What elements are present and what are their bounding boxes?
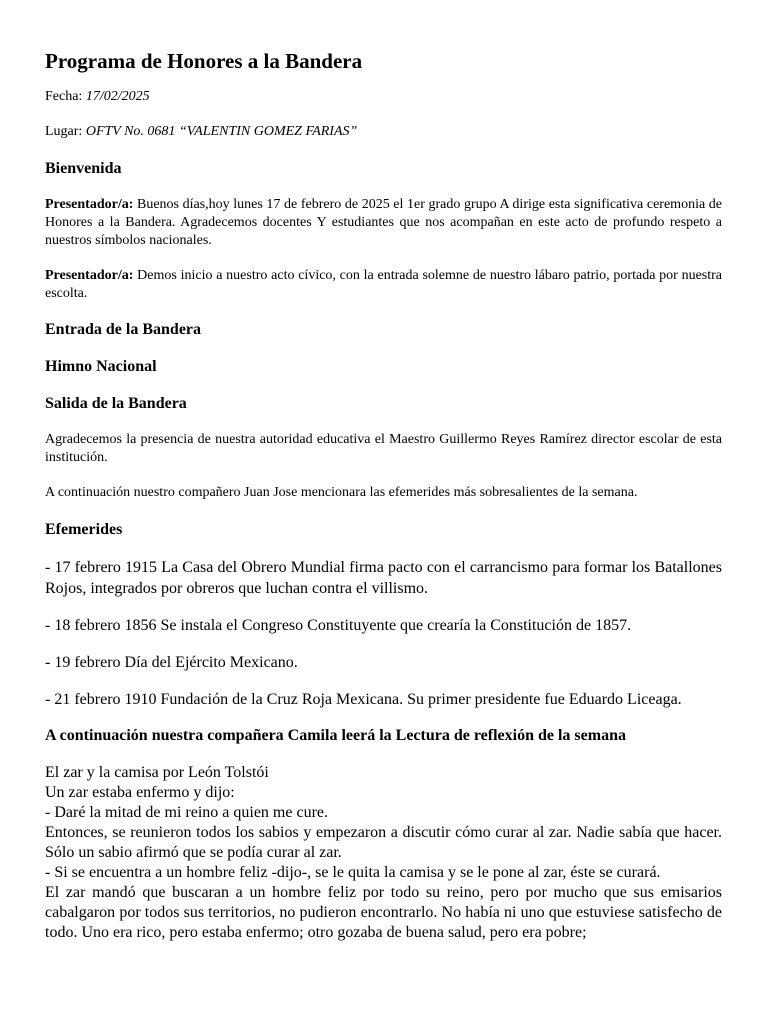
efemeride-item: - 17 febrero 1915 La Casa del Obrero Mundial firma pacto con el carrancismo para formar los Batallones Rojos, integrados por obreros que luchan contra el villismo. xyxy=(45,559,722,597)
reading-line: El zar mandó que buscaran a un hombre feliz por todo su reino, pero por mucho que sus emisarios cabalgaron por todos sus territorios, no pudieron encontrarlo. No había ni uno que estuviese satisfecho de todo. Uno era rico, pero estaba enfermo; otro gozaba de buena salud, pero era pobre; xyxy=(45,884,722,941)
heading-salida: Salida de la Bandera xyxy=(45,395,187,412)
fecha-line xyxy=(45,88,722,106)
heading-bienvenida: Bienvenida xyxy=(45,160,122,177)
presentador-text-1: Buenos días,hoy lunes 17 de febrero de 2025 el 1er grado grupo A dirige esta significativa ceremonia de Honores a la Bandera. Agradecemos docentes Y estudiantes que nos acompañan en este acto de profundo respeto a nuestros símbolos nacionales. xyxy=(45,197,722,248)
reading-line: - Daré la mitad de mi reino a quien me cure. xyxy=(45,804,328,821)
presentador-text-2: Demos inicio a nuestro acto cívico, con la entrada solemne de nuestro lábaro patrio, portada por nuestra escolta. xyxy=(45,268,723,301)
reading-line: El zar y la camisa por León Tolstói xyxy=(45,764,269,781)
presentador-paragraph-2 xyxy=(45,267,722,303)
heading-efemerides: Efemerides xyxy=(45,521,123,538)
lugar-value: OFTV No. 0681 “VALENTIN GOMEZ FARIAS” xyxy=(85,124,358,139)
lugar-label: Lugar: xyxy=(45,124,83,139)
reading-line: Un zar estaba enfermo y dijo: xyxy=(45,784,235,801)
heading-himno: Himno Nacional xyxy=(45,358,157,375)
fecha-value: 17/02/2025 xyxy=(85,89,150,104)
lugar-line xyxy=(45,123,722,141)
continuacion-paragraph: A continuación nuestro compañero Juan Jose mencionara las efemerides más sobresalientes de la semana. xyxy=(45,485,638,500)
reading-line: Entonces, se reunieron todos los sabios y empezaron a discutir cómo curar al zar. Nadie sabía que hacer. Sólo un sabio afirmó que se podía curar al zar. xyxy=(45,824,722,861)
efemeride-item: - 18 febrero 1856 Se instala el Congreso Constituyente que crearía la Constitución de 1857. xyxy=(45,617,632,634)
reading-line: - Si se encuentra a un hombre feliz -dijo-, se le quita la camisa y se le pone al zar, éste se curará. xyxy=(45,864,661,881)
agradecimiento-paragraph: Agradecemos la presencia de nuestra autoridad educativa el Maestro Guillermo Reyes Ramírez director escolar de esta institución. xyxy=(45,432,722,465)
efemeride-item: - 19 febrero Día del Ejército Mexicano. xyxy=(45,654,298,671)
presentador-paragraph-1 xyxy=(45,196,722,250)
reading-text xyxy=(45,763,722,943)
heading-lectura: A continuación nuestra compañera Camila leerá la Lectura de reflexión de la semana xyxy=(45,727,626,744)
presentador-label-1: Presentador/a: xyxy=(45,197,134,212)
efemeride-item: - 21 febrero 1910 Fundación de la Cruz Roja Mexicana. Su primer presidente fue Eduardo Liceaga. xyxy=(45,691,682,708)
fecha-label: Fecha: xyxy=(45,89,83,104)
heading-entrada: Entrada de la Bandera xyxy=(45,321,202,338)
presentador-label-2: Presentador/a: xyxy=(45,268,134,283)
document-title: Programa de Honores a la Bandera xyxy=(45,49,363,73)
